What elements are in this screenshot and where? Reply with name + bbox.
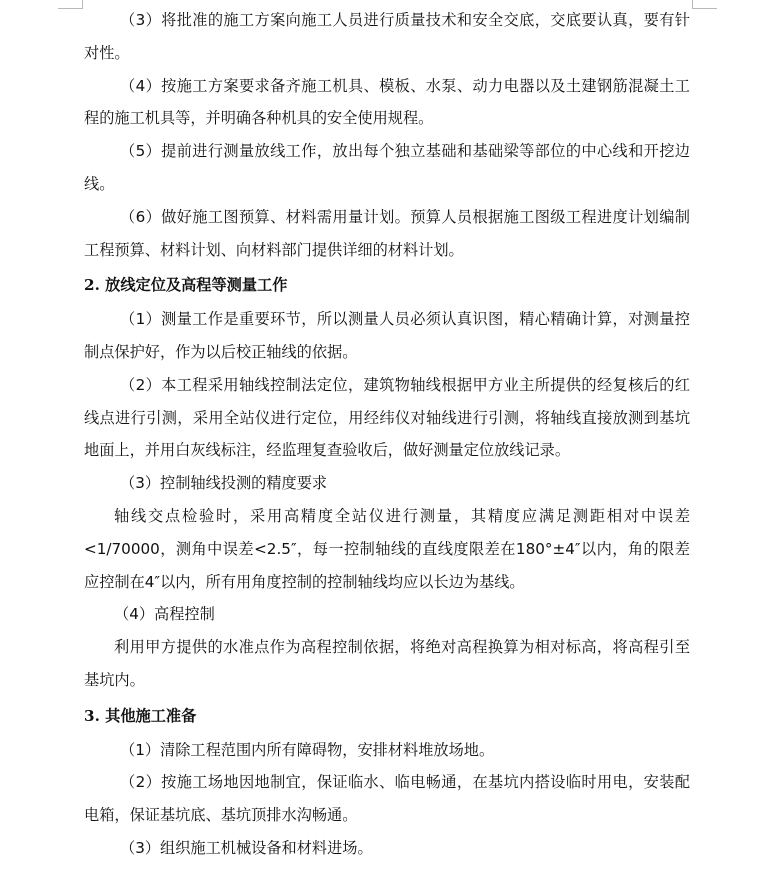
paragraph-axis-precision: 轴线交点检验时，采用高精度全站仪进行测量，其精度应满足测距相对中误差<1/70000，测角中误差<2.5″，每一控制轴线的直线度限差在180°±4″以内，角的限差应控制在4″以内，所有用角度控制的控制轴线均应以长边为基线。 [84,506,690,591]
paragraph-3-technical-briefing: （3）将批准的施工方案向施工人员进行质量技术和安全交底，交底要认真，要有针对性。 [84,11,690,62]
paragraph-other-2: （2）按施工场地因地制宜，保证临水、临电畅通，在基坑内搭设临时用电，安装配电箱，保证基坑底、基坑顶排水沟畅通。 [84,773,690,825]
page-corner-mark-left [58,0,83,9]
section-heading-3: 3. 其他施工准备 [84,706,197,725]
paragraph-elevation-control: 利用甲方提供的水准点作为高程控制依据，将绝对高程换算为相对标高，将高程引至基坑内。 [84,638,690,689]
section-heading-2: 2. 放线定位及高程等测量工作 [84,276,288,295]
paragraph-other-3: （3）组织施工机械设备和材料进场。 [120,838,373,857]
paragraph-6-budget: （6）做好施工图预算、材料需用量计划。预算人员根据施工图级工程进度计划编制工程预算、材料计划、向材料部门提供详细的材料计划。 [84,207,690,259]
document-page [84,4,690,865]
paragraph-measurement-2: （2）本工程采用轴线控制法定位，建筑物轴线根据甲方业主所提供的经复核后的红线点进行引测，采用全站仪进行定位，用经纬仪对轴线进行引测，将轴线直接放测到基坑地面上，并用白灰线标注，经监理复查验收后，做好测量定位放线记录。 [84,375,690,460]
paragraph-5-survey-layout: （5）提前进行测量放线工作，放出每个独立基础和基础梁等部位的中心线和开挖边线。 [84,142,690,193]
paragraph-other-1: （1）清除工程范围内所有障碍物，安排材料堆放场地。 [120,740,495,759]
subheading-elevation-control: （4）高程控制 [114,605,215,624]
subheading-axis-precision: （3）控制轴线投测的精度要求 [120,474,328,493]
paragraph-4-equipment: （4）按施工方案要求备齐施工机具、模板、水泵、动力电器以及土建钢筋混凝土工程的施工机具等，并明确各种机具的安全使用规程。 [84,76,690,128]
page-corner-mark-right [692,0,717,9]
paragraph-measurement-1: （1）测量工作是重要环节，所以测量人员必须认真识图，精心精确计算，对测量控制点保护好，作为以后校正轴线的依据。 [84,310,690,361]
